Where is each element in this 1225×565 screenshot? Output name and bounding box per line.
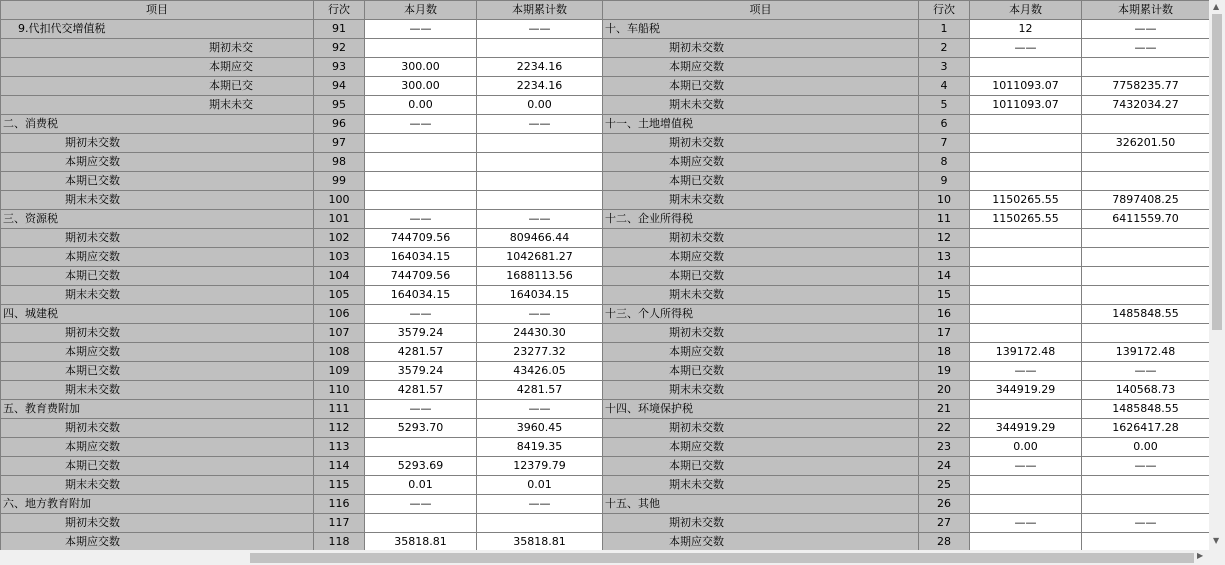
cumulative-value-right[interactable]: 7432034.27 (1082, 96, 1210, 115)
line-no-left: 108 (314, 343, 365, 362)
line-no-left: 110 (314, 381, 365, 400)
month-value-left[interactable] (365, 153, 477, 172)
item-label-left: 本期已交数 (1, 267, 314, 286)
cumulative-value-left[interactable]: 4281.57 (477, 381, 603, 400)
cumulative-value-left[interactable] (477, 191, 603, 210)
item-label-left: 期末未交数 (1, 191, 314, 210)
line-no-right: 17 (919, 324, 970, 343)
line-no-right: 2 (919, 39, 970, 58)
month-value-right[interactable]: 1011093.07 (970, 77, 1082, 96)
line-no-left: 101 (314, 210, 365, 229)
line-no-left: 105 (314, 286, 365, 305)
item-label-left: 9.代扣代交增值税 (1, 20, 314, 39)
cumulative-value-right[interactable] (1082, 115, 1210, 134)
month-value-right[interactable] (970, 134, 1082, 153)
line-no-left: 111 (314, 400, 365, 419)
month-value-right[interactable]: —— (970, 514, 1082, 533)
month-value-right[interactable] (970, 248, 1082, 267)
cumulative-value-right[interactable] (1082, 476, 1210, 495)
table-row (1, 58, 1210, 77)
item-label-left: 期末未交数 (1, 476, 314, 495)
table-row (1, 476, 1210, 495)
item-label-right: 期末未交数 (603, 286, 919, 305)
table-row (1, 134, 1210, 153)
cumulative-value-left[interactable]: 8419.35 (477, 438, 603, 457)
month-value-right[interactable]: 12 (970, 20, 1082, 39)
line-no-right: 9 (919, 172, 970, 191)
cumulative-value-left[interactable]: 3960.45 (477, 419, 603, 438)
table-row (1, 77, 1210, 96)
item-label-right: 期初未交数 (603, 39, 919, 58)
cumulative-value-left[interactable]: 1688113.56 (477, 267, 603, 286)
item-label-left: 三、资源税 (1, 210, 314, 229)
month-value-left[interactable]: 164034.15 (365, 286, 477, 305)
item-label-left: 期初未交数 (1, 514, 314, 533)
item-label-left: 期初未交数 (1, 419, 314, 438)
cumulative-value-right[interactable] (1082, 267, 1210, 286)
cumulative-value-left[interactable] (477, 514, 603, 533)
line-no-right: 24 (919, 457, 970, 476)
line-no-right: 10 (919, 191, 970, 210)
table-row (1, 20, 1210, 39)
month-value-left[interactable]: 164034.15 (365, 248, 477, 267)
item-label-left: 本期应交数 (1, 438, 314, 457)
line-no-right: 4 (919, 77, 970, 96)
line-no-left: 97 (314, 134, 365, 153)
item-label-left: 本期已交数 (1, 457, 314, 476)
item-label-right: 本期应交数 (603, 153, 919, 172)
table-row (1, 419, 1210, 438)
table-row (1, 39, 1210, 58)
table-row (1, 172, 1210, 191)
item-label-left: 期末未交 (1, 96, 314, 115)
item-label-right: 本期应交数 (603, 533, 919, 551)
line-no-left: 109 (314, 362, 365, 381)
cumulative-value-left[interactable]: —— (477, 20, 603, 39)
cumulative-value-left[interactable]: 24430.30 (477, 324, 603, 343)
table-row (1, 343, 1210, 362)
scrollbar-corner (1209, 550, 1225, 565)
item-label-right: 十二、企业所得税 (603, 210, 919, 229)
header-row (1, 1, 1210, 20)
item-label-right: 十四、环境保护税 (603, 400, 919, 419)
cumulative-value-right[interactable]: 6411559.70 (1082, 210, 1210, 229)
cumulative-value-left[interactable] (477, 172, 603, 191)
cumulative-value-left[interactable] (477, 39, 603, 58)
cumulative-value-right[interactable] (1082, 153, 1210, 172)
line-no-right: 11 (919, 210, 970, 229)
item-label-right: 本期已交数 (603, 77, 919, 96)
cumulative-value-left[interactable]: 0.01 (477, 476, 603, 495)
line-no-left: 99 (314, 172, 365, 191)
month-value-left[interactable]: —— (365, 115, 477, 134)
line-no-left: 95 (314, 96, 365, 115)
table-row (1, 191, 1210, 210)
cumulative-value-left[interactable] (477, 134, 603, 153)
line-no-left: 92 (314, 39, 365, 58)
month-value-left[interactable]: 5293.70 (365, 419, 477, 438)
line-no-right: 28 (919, 533, 970, 551)
item-label-left: 期初未交 (1, 39, 314, 58)
month-value-right[interactable]: 139172.48 (970, 343, 1082, 362)
month-value-left[interactable] (365, 438, 477, 457)
cumulative-value-right[interactable] (1082, 495, 1210, 514)
col-header-line-no-right: 行次 (919, 1, 970, 20)
table-row (1, 438, 1210, 457)
line-no-right: 27 (919, 514, 970, 533)
line-no-left: 100 (314, 191, 365, 210)
cumulative-value-right[interactable]: 7758235.77 (1082, 77, 1210, 96)
line-no-right: 14 (919, 267, 970, 286)
month-value-left[interactable]: 744709.56 (365, 267, 477, 286)
table-row (1, 210, 1210, 229)
line-no-left: 115 (314, 476, 365, 495)
cumulative-value-left[interactable]: —— (477, 400, 603, 419)
item-label-right: 本期应交数 (603, 438, 919, 457)
line-no-right: 12 (919, 229, 970, 248)
month-value-right[interactable]: 1011093.07 (970, 96, 1082, 115)
month-value-left[interactable]: 300.00 (365, 77, 477, 96)
month-value-left[interactable] (365, 172, 477, 191)
cumulative-value-right[interactable] (1082, 286, 1210, 305)
col-header-cumulative: 本期累计数 (477, 1, 603, 20)
month-value-left[interactable]: —— (365, 400, 477, 419)
line-no-left: 91 (314, 20, 365, 39)
month-value-right[interactable]: 1150265.55 (970, 210, 1082, 229)
line-no-right: 6 (919, 115, 970, 134)
line-no-right: 23 (919, 438, 970, 457)
line-no-left: 112 (314, 419, 365, 438)
item-label-right: 本期应交数 (603, 343, 919, 362)
cumulative-value-right[interactable]: 1626417.28 (1082, 419, 1210, 438)
line-no-right: 16 (919, 305, 970, 324)
cumulative-value-right[interactable]: —— (1082, 514, 1210, 533)
cumulative-value-left[interactable]: 164034.15 (477, 286, 603, 305)
table-row (1, 324, 1210, 343)
item-label-right: 本期应交数 (603, 248, 919, 267)
line-no-right: 15 (919, 286, 970, 305)
cumulative-value-left[interactable]: 12379.79 (477, 457, 603, 476)
table-row (1, 381, 1210, 400)
month-value-right[interactable] (970, 229, 1082, 248)
item-label-left: 本期已交数 (1, 362, 314, 381)
table-row (1, 153, 1210, 172)
month-value-right[interactable] (970, 115, 1082, 134)
item-label-left: 本期已交数 (1, 172, 314, 191)
cumulative-value-left[interactable]: 2234.16 (477, 58, 603, 77)
month-value-left[interactable] (365, 39, 477, 58)
item-label-right: 十一、土地增值税 (603, 115, 919, 134)
cumulative-value-left[interactable]: —— (477, 495, 603, 514)
cumulative-value-left[interactable]: 23277.32 (477, 343, 603, 362)
month-value-left[interactable]: 4281.57 (365, 381, 477, 400)
item-label-right: 期末未交数 (603, 191, 919, 210)
item-label-left: 本期已交 (1, 77, 314, 96)
line-no-left: 93 (314, 58, 365, 77)
item-label-left: 期初未交数 (1, 324, 314, 343)
month-value-right[interactable]: —— (970, 39, 1082, 58)
line-no-right: 13 (919, 248, 970, 267)
cumulative-value-right[interactable]: —— (1082, 20, 1210, 39)
month-value-left[interactable]: 0.01 (365, 476, 477, 495)
col-header-line-no: 行次 (314, 1, 365, 20)
month-value-left[interactable]: 744709.56 (365, 229, 477, 248)
horizontal-scrollbar[interactable] (0, 550, 1209, 565)
item-label-left: 期末未交数 (1, 286, 314, 305)
cumulative-value-left[interactable] (477, 153, 603, 172)
line-no-left: 98 (314, 153, 365, 172)
item-label-left: 四、城建税 (1, 305, 314, 324)
cumulative-value-right[interactable]: 1485848.55 (1082, 305, 1210, 324)
month-value-right[interactable] (970, 400, 1082, 419)
table-row (1, 229, 1210, 248)
table-row (1, 514, 1210, 533)
line-no-right: 3 (919, 58, 970, 77)
cumulative-value-right[interactable] (1082, 58, 1210, 77)
item-label-left: 五、教育费附加 (1, 400, 314, 419)
month-value-left[interactable]: 3579.24 (365, 362, 477, 381)
item-label-left: 二、消费税 (1, 115, 314, 134)
cumulative-value-right[interactable] (1082, 248, 1210, 267)
line-no-left: 94 (314, 77, 365, 96)
cumulative-value-right[interactable]: 1485848.55 (1082, 400, 1210, 419)
line-no-left: 102 (314, 229, 365, 248)
line-no-left: 117 (314, 514, 365, 533)
month-value-right[interactable] (970, 172, 1082, 191)
item-label-right: 本期已交数 (603, 172, 919, 191)
item-label-right: 期初未交数 (603, 419, 919, 438)
item-label-left: 本期应交数 (1, 153, 314, 172)
item-label-right: 期初未交数 (603, 324, 919, 343)
line-no-right: 25 (919, 476, 970, 495)
item-label-right: 本期已交数 (603, 267, 919, 286)
month-value-left[interactable]: —— (365, 305, 477, 324)
line-no-left: 96 (314, 115, 365, 134)
line-no-right: 7 (919, 134, 970, 153)
month-value-left[interactable] (365, 514, 477, 533)
line-no-left: 107 (314, 324, 365, 343)
month-value-right[interactable] (970, 476, 1082, 495)
table-row (1, 495, 1210, 514)
item-label-right: 十三、个人所得税 (603, 305, 919, 324)
line-no-left: 118 (314, 533, 365, 551)
cumulative-value-right[interactable] (1082, 229, 1210, 248)
line-no-left: 114 (314, 457, 365, 476)
cumulative-value-left[interactable]: —— (477, 210, 603, 229)
line-no-right: 8 (919, 153, 970, 172)
month-value-right[interactable] (970, 153, 1082, 172)
scroll-down-icon[interactable]: ▼ (1213, 536, 1220, 545)
line-no-left: 116 (314, 495, 365, 514)
item-label-left: 期末未交数 (1, 381, 314, 400)
table-row (1, 267, 1210, 286)
item-label-left: 本期应交数 (1, 248, 314, 267)
col-header-item: 项目 (1, 1, 314, 20)
line-no-right: 19 (919, 362, 970, 381)
line-no-right: 5 (919, 96, 970, 115)
table-row (1, 305, 1210, 324)
item-label-left: 本期应交 (1, 58, 314, 77)
item-label-right: 本期应交数 (603, 58, 919, 77)
item-label-left: 六、地方教育附加 (1, 495, 314, 514)
cumulative-value-right[interactable]: —— (1082, 457, 1210, 476)
line-no-right: 1 (919, 20, 970, 39)
month-value-left[interactable]: 5293.69 (365, 457, 477, 476)
item-label-left: 本期应交数 (1, 533, 314, 551)
scroll-up-icon[interactable]: ▲ (1213, 2, 1220, 11)
scroll-right-icon[interactable]: ▶ (1197, 551, 1204, 560)
item-label-left: 期初未交数 (1, 134, 314, 153)
month-value-left[interactable]: 3579.24 (365, 324, 477, 343)
month-value-left[interactable]: 300.00 (365, 58, 477, 77)
month-value-left[interactable] (365, 134, 477, 153)
line-no-left: 113 (314, 438, 365, 457)
line-no-left: 104 (314, 267, 365, 286)
item-label-right: 本期已交数 (603, 362, 919, 381)
line-no-right: 22 (919, 419, 970, 438)
month-value-right[interactable] (970, 324, 1082, 343)
cumulative-value-right[interactable]: —— (1082, 362, 1210, 381)
cumulative-value-right[interactable]: 140568.73 (1082, 381, 1210, 400)
cumulative-value-right[interactable] (1082, 172, 1210, 191)
cumulative-value-right[interactable]: —— (1082, 39, 1210, 58)
cumulative-value-right[interactable] (1082, 533, 1210, 551)
table-row (1, 362, 1210, 381)
month-value-left[interactable]: —— (365, 495, 477, 514)
col-header-cumulative-right: 本期累计数 (1082, 1, 1210, 20)
month-value-left[interactable] (365, 191, 477, 210)
line-no-right: 20 (919, 381, 970, 400)
month-value-right[interactable]: —— (970, 457, 1082, 476)
item-label-right: 期末未交数 (603, 476, 919, 495)
month-value-right[interactable] (970, 58, 1082, 77)
line-no-left: 103 (314, 248, 365, 267)
month-value-right[interactable] (970, 305, 1082, 324)
item-label-right: 十五、其他 (603, 495, 919, 514)
horizontal-scroll-thumb[interactable] (250, 553, 1194, 563)
month-value-right[interactable]: 344919.29 (970, 419, 1082, 438)
item-label-right: 期末未交数 (603, 381, 919, 400)
cumulative-value-left[interactable]: 43426.05 (477, 362, 603, 381)
month-value-right[interactable]: 344919.29 (970, 381, 1082, 400)
item-label-left: 期初未交数 (1, 229, 314, 248)
item-label-left: 本期应交数 (1, 343, 314, 362)
table-row (1, 457, 1210, 476)
item-label-right: 期初未交数 (603, 134, 919, 153)
cumulative-value-left[interactable]: 809466.44 (477, 229, 603, 248)
item-label-right: 本期已交数 (603, 457, 919, 476)
cumulative-value-left[interactable]: 2234.16 (477, 77, 603, 96)
cumulative-value-right[interactable] (1082, 324, 1210, 343)
cumulative-value-right[interactable]: 139172.48 (1082, 343, 1210, 362)
month-value-left[interactable]: 35818.81 (365, 533, 477, 551)
month-value-right[interactable]: 0.00 (970, 438, 1082, 457)
cumulative-value-left[interactable]: 0.00 (477, 96, 603, 115)
month-value-right[interactable]: —— (970, 362, 1082, 381)
cumulative-value-left[interactable]: 1042681.27 (477, 248, 603, 267)
table-row (1, 115, 1210, 134)
line-no-right: 21 (919, 400, 970, 419)
col-header-month: 本月数 (365, 1, 477, 20)
cumulative-value-left[interactable]: —— (477, 305, 603, 324)
table-row (1, 533, 1210, 551)
cumulative-value-left[interactable]: 35818.81 (477, 533, 603, 551)
vertical-scrollbar[interactable] (1209, 0, 1225, 550)
item-label-right: 期末未交数 (603, 96, 919, 115)
month-value-left[interactable]: 0.00 (365, 96, 477, 115)
line-no-left: 106 (314, 305, 365, 324)
cumulative-value-right[interactable]: 326201.50 (1082, 134, 1210, 153)
item-label-right: 期初未交数 (603, 514, 919, 533)
cumulative-value-right[interactable]: 0.00 (1082, 438, 1210, 457)
month-value-right[interactable] (970, 286, 1082, 305)
item-label-right: 期初未交数 (603, 229, 919, 248)
table-row (1, 248, 1210, 267)
table-row (1, 400, 1210, 419)
month-value-right[interactable] (970, 267, 1082, 286)
table-row (1, 286, 1210, 305)
line-no-right: 26 (919, 495, 970, 514)
month-value-right[interactable]: 1150265.55 (970, 191, 1082, 210)
month-value-right[interactable] (970, 533, 1082, 551)
cumulative-value-left[interactable]: —— (477, 115, 603, 134)
cumulative-value-right[interactable]: 7897408.25 (1082, 191, 1210, 210)
item-label-right: 十、车船税 (603, 20, 919, 39)
col-header-item-right: 项目 (603, 1, 919, 20)
vertical-scroll-thumb[interactable] (1212, 14, 1222, 330)
month-value-left[interactable]: —— (365, 210, 477, 229)
month-value-left[interactable]: 4281.57 (365, 343, 477, 362)
table-row (1, 96, 1210, 115)
month-value-left[interactable]: —— (365, 20, 477, 39)
line-no-right: 18 (919, 343, 970, 362)
col-header-month-right: 本月数 (970, 1, 1082, 20)
month-value-right[interactable] (970, 495, 1082, 514)
